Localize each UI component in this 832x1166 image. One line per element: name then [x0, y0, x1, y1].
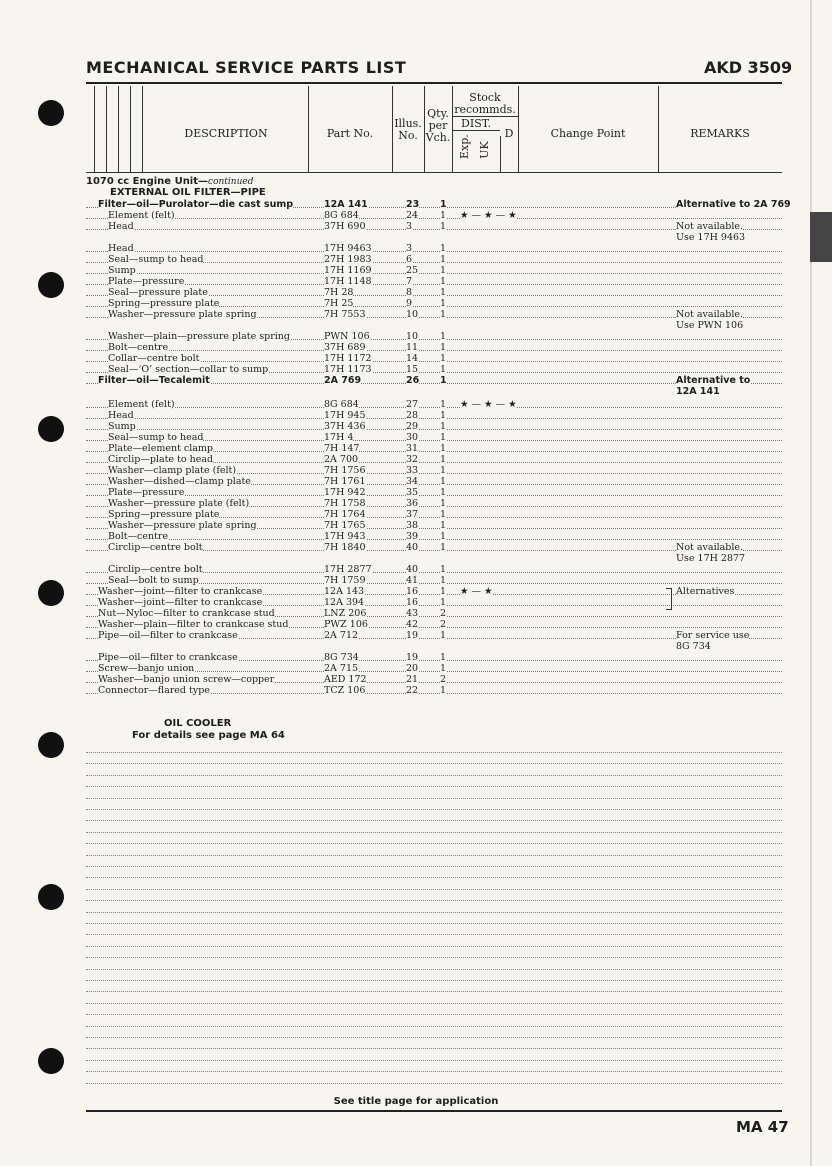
part-number: 17H 943	[324, 531, 366, 542]
table-row	[86, 199, 791, 210]
col-dist: DIST.	[461, 117, 491, 130]
part-number: PWZ 106	[324, 619, 368, 630]
part-description: Washer—plain—filter to crankcase stud	[98, 619, 289, 630]
part-description: Circlip—plate to head	[108, 454, 214, 465]
column-headers	[86, 86, 782, 172]
illus-number: 28	[406, 410, 419, 421]
part-number: 12A 394	[324, 597, 365, 608]
table-row	[86, 630, 782, 641]
blank-line	[86, 843, 782, 844]
blank-line	[86, 798, 782, 799]
qty-per-vehicle: 1	[440, 454, 447, 465]
blank-line	[86, 866, 782, 867]
illus-number: 24	[406, 210, 419, 221]
qty-per-vehicle: 1	[440, 221, 447, 232]
blank-line	[86, 912, 782, 913]
blank-line	[86, 1083, 782, 1084]
qty-per-vehicle: 1	[440, 309, 447, 320]
illus-number: 8	[406, 287, 413, 298]
part-number: 27H 1983	[324, 254, 372, 265]
table-row	[86, 287, 782, 298]
part-number: 17H 1169	[324, 265, 372, 276]
table-row	[86, 608, 782, 619]
part-description: Washer—clamp plate (felt)	[108, 465, 237, 476]
page-number: MA 47	[736, 1118, 789, 1136]
part-description: Head	[108, 243, 134, 254]
illus-number: 19	[406, 630, 419, 641]
part-number: 17H 2877	[324, 564, 372, 575]
blank-line	[86, 1026, 782, 1027]
oil-cooler-note: For details see page MA 64	[132, 730, 285, 741]
qty-per-vehicle: 1	[440, 586, 447, 597]
qty-per-vehicle: 1	[440, 353, 447, 364]
blank-line	[86, 923, 782, 924]
table-row	[86, 410, 782, 421]
qty-per-vehicle: 1	[440, 432, 447, 443]
table-row	[86, 465, 782, 476]
part-number: 7H 1765	[324, 520, 366, 531]
qty-per-vehicle: 2	[440, 674, 447, 685]
part-description: Circlip—centre bolt	[108, 564, 203, 575]
blank-line	[86, 763, 782, 764]
table-row	[86, 487, 782, 498]
part-description: Nut—Nyloc—filter to crankcase stud	[98, 608, 275, 619]
illus-number: 7	[406, 276, 413, 287]
part-description: Connector—flared type	[98, 685, 210, 696]
blank-line	[86, 980, 782, 981]
illus-number: 15	[406, 364, 419, 375]
part-description: Plate—pressure	[108, 487, 185, 498]
footer-rule	[86, 1110, 782, 1112]
part-number: 17H 1172	[324, 353, 372, 364]
qty-per-vehicle: 1	[440, 476, 447, 487]
table-row	[86, 254, 782, 265]
unit-name: 1070 cc Engine Unit	[86, 176, 199, 187]
blank-line	[86, 877, 782, 878]
part-number: LNZ 206	[324, 608, 367, 619]
part-description: Seal—sump to head	[108, 254, 204, 265]
table-row	[86, 597, 782, 608]
blank-line	[86, 889, 782, 890]
part-description: Plate—element clamp	[108, 443, 214, 454]
table-row	[86, 243, 782, 254]
part-description: Washer—pressure plate spring	[108, 309, 257, 320]
table-row	[86, 531, 782, 542]
illus-number: 11	[406, 342, 419, 353]
blank-line	[86, 946, 782, 947]
qty-per-vehicle: 1	[440, 265, 447, 276]
table-row	[86, 399, 782, 410]
page-title: MECHANICAL SERVICE PARTS LIST	[86, 58, 407, 77]
illus-number: 16	[406, 586, 419, 597]
blank-line	[86, 957, 782, 958]
part-number: 17H 1173	[324, 364, 372, 375]
part-description: Circlip—centre bolt	[108, 542, 203, 553]
part-description: Seal—‘O’ section—collar to sump	[108, 364, 269, 375]
part-description: Element (felt)	[108, 399, 175, 410]
qty-per-vehicle: 1	[440, 254, 447, 265]
part-description: Washer—banjo union screw—copper	[98, 674, 275, 685]
remarks: For service use	[676, 630, 750, 641]
part-description: Head	[108, 221, 134, 232]
table-row	[86, 586, 782, 597]
illus-number: 36	[406, 498, 419, 509]
part-description: Collar—centre bolt	[108, 353, 200, 364]
part-description: Washer—joint—filter to crankcase	[98, 586, 263, 597]
col-d: D	[504, 127, 514, 140]
remarks-continued: 12A 141	[676, 386, 720, 397]
illus-number: 9	[406, 298, 413, 309]
part-description: Bolt—centre	[108, 342, 169, 353]
part-number: 8G 684	[324, 210, 359, 221]
qty-per-vehicle: 1	[440, 364, 447, 375]
part-number: 7H 25	[324, 298, 354, 309]
part-number: 7H 1840	[324, 542, 366, 553]
part-number: 17H 4	[324, 432, 354, 443]
illus-number: 39	[406, 531, 419, 542]
qty-per-vehicle: 1	[440, 443, 447, 454]
part-description: Filter—oil—Tecalemit	[98, 375, 210, 386]
punch-hole	[38, 732, 64, 758]
punch-hole	[38, 1048, 64, 1074]
illus-number: 42	[406, 619, 419, 630]
illus-number: 27	[406, 399, 419, 410]
footer-note: See title page for application	[333, 1096, 499, 1107]
part-description: Spring—pressure plate	[108, 509, 220, 520]
filter-section-title: EXTERNAL OIL FILTER—PIPE	[110, 187, 266, 198]
blank-line	[86, 832, 782, 833]
table-row	[86, 619, 782, 630]
illus-number: 29	[406, 421, 419, 432]
table-row	[86, 432, 782, 443]
blank-line	[86, 809, 782, 810]
part-description: Washer—pressure plate spring	[108, 520, 257, 531]
illus-number: 3	[406, 221, 413, 232]
illus-number: 41	[406, 575, 419, 586]
part-number: 37H 689	[324, 342, 366, 353]
page-edge	[810, 0, 812, 1166]
table-row	[86, 663, 782, 674]
col-exp: Exp.	[458, 134, 471, 159]
qty-per-vehicle: 1	[440, 331, 447, 342]
illus-number: 37	[406, 509, 419, 520]
illus-number: 23	[406, 199, 420, 210]
remarks: Alternative to	[676, 375, 751, 386]
table-row	[86, 652, 782, 663]
part-description: Washer—plain—pressure plate spring	[108, 331, 290, 342]
remarks-continued: 8G 734	[676, 641, 711, 652]
part-description: Element (felt)	[108, 210, 175, 221]
qty-per-vehicle: 1	[440, 663, 447, 674]
part-description: Screw—banjo union	[98, 663, 195, 674]
illus-number: 20	[406, 663, 419, 674]
table-row	[86, 443, 782, 454]
col-stock: Stock recommds.	[454, 91, 516, 116]
qty-per-vehicle: 1	[440, 243, 447, 254]
illus-number: 33	[406, 465, 419, 476]
qty-per-vehicle: 1	[440, 575, 447, 586]
qty-per-vehicle: 2	[440, 608, 447, 619]
part-description: Pipe—oil—filter to crankcase	[98, 630, 238, 641]
header-bottom-rule	[86, 172, 782, 173]
illus-number: 10	[406, 309, 419, 320]
illus-number: 34	[406, 476, 419, 487]
col-remarks: REMARKS	[690, 127, 750, 140]
part-number: 2A 715	[324, 663, 359, 674]
part-number: 2A 700	[324, 454, 359, 465]
part-number: 2A 769	[324, 375, 362, 386]
col-illus: Illus. No.	[394, 117, 422, 142]
qty-per-vehicle: 1	[440, 199, 447, 210]
part-number: PWN 106	[324, 331, 370, 342]
table-row	[86, 476, 782, 487]
part-description: Seal—bolt to sump	[108, 575, 199, 586]
col-uk: UK	[478, 141, 491, 159]
part-description: Spring—pressure plate	[108, 298, 220, 309]
qty-per-vehicle: 1	[440, 597, 447, 608]
blank-line	[86, 786, 782, 787]
col-qty: Qty. per Vch.	[425, 107, 451, 144]
part-number: 12A 141	[324, 199, 368, 210]
blank-line	[86, 820, 782, 821]
illus-number: 19	[406, 652, 419, 663]
part-number: 7H 1756	[324, 465, 366, 476]
illus-number: 35	[406, 487, 419, 498]
part-number: TCZ 106	[324, 685, 366, 696]
blank-line	[86, 1048, 782, 1049]
punch-hole	[38, 272, 64, 298]
blank-line	[86, 1037, 782, 1038]
illus-number: 32	[406, 454, 419, 465]
blank-line	[86, 1014, 782, 1015]
qty-per-vehicle: 1	[440, 375, 447, 386]
qty-per-vehicle: 1	[440, 520, 447, 531]
table-row	[86, 331, 782, 342]
qty-per-vehicle: 1	[440, 564, 447, 575]
table-row	[86, 353, 782, 364]
qty-per-vehicle: 2	[440, 619, 447, 630]
col-description: DESCRIPTION	[184, 127, 268, 140]
illus-number: 16	[406, 597, 419, 608]
part-number: 37H 436	[324, 421, 366, 432]
part-description: Plate—pressure	[108, 276, 185, 287]
blank-line	[86, 752, 782, 753]
qty-per-vehicle: 1	[440, 410, 447, 421]
part-description: Filter—oil—Purolator—die cast sump	[98, 199, 294, 210]
document-ref: AKD 3509	[704, 58, 793, 77]
illus-number: 40	[406, 542, 419, 553]
table-row	[86, 454, 782, 465]
qty-per-vehicle: 1	[440, 531, 447, 542]
remarks-continued: Use 17H 2877	[676, 553, 746, 564]
illus-number: 21	[406, 674, 419, 685]
alternatives-brace	[666, 588, 672, 610]
part-description: Washer—pressure plate (felt)	[108, 498, 250, 509]
table-row	[86, 674, 782, 685]
table-row	[86, 364, 782, 375]
qty-per-vehicle: 1	[440, 487, 447, 498]
part-number: 7H 1761	[324, 476, 366, 487]
blank-line	[86, 900, 782, 901]
remarks: Not available.	[676, 309, 744, 320]
stock-recommendation: ★ — ★ — ★	[460, 399, 517, 410]
part-number: 7H 147	[324, 443, 360, 454]
qty-per-vehicle: 1	[440, 298, 447, 309]
table-row	[86, 375, 782, 386]
punch-hole	[38, 884, 64, 910]
illus-number: 26	[406, 375, 420, 386]
part-number: 17H 9463	[324, 243, 372, 254]
part-description: Pipe—oil—filter to crankcase	[98, 652, 238, 663]
table-row	[86, 575, 782, 586]
qty-per-vehicle: 1	[440, 685, 447, 696]
oil-cooler-title: OIL COOLER	[164, 718, 232, 729]
table-row	[86, 342, 782, 353]
col-change-point: Change Point	[550, 127, 626, 140]
table-row	[86, 309, 782, 320]
part-description: Sump	[108, 421, 136, 432]
punch-hole	[38, 580, 64, 606]
part-number: 7H 28	[324, 287, 354, 298]
part-number: 7H 7553	[324, 309, 366, 320]
part-description: Sump	[108, 265, 136, 276]
blank-line	[86, 969, 782, 970]
part-number: AED 172	[324, 674, 367, 685]
index-tab	[810, 212, 832, 262]
part-number: 2A 712	[324, 630, 359, 641]
remarks: Not available.	[676, 221, 744, 232]
illus-number: 3	[406, 243, 413, 254]
part-description: Bolt—centre	[108, 531, 169, 542]
illus-number: 25	[406, 265, 419, 276]
punch-hole	[38, 416, 64, 442]
part-number: 8G 684	[324, 399, 359, 410]
part-number: 7H 1764	[324, 509, 366, 520]
qty-per-vehicle: 1	[440, 399, 447, 410]
illus-number: 30	[406, 432, 419, 443]
qty-per-vehicle: 1	[440, 287, 447, 298]
qty-per-vehicle: 1	[440, 652, 447, 663]
illus-number: 10	[406, 331, 419, 342]
table-row	[86, 498, 782, 509]
qty-per-vehicle: 1	[440, 498, 447, 509]
remarks: Not available.	[676, 542, 744, 553]
blank-line	[86, 775, 782, 776]
illus-number: 6	[406, 254, 413, 265]
table-row	[86, 520, 782, 531]
qty-per-vehicle: 1	[440, 465, 447, 476]
remarks: Alternatives	[676, 586, 735, 597]
unit-continued: continued	[208, 177, 254, 187]
table-row	[86, 265, 782, 276]
punch-hole	[38, 100, 64, 126]
part-description: Seal—pressure plate	[108, 287, 208, 298]
qty-per-vehicle: 1	[440, 542, 447, 553]
part-number: 7H 1759	[324, 575, 366, 586]
part-number: 7H 1758	[324, 498, 366, 509]
part-number: 37H 690	[324, 221, 366, 232]
qty-per-vehicle: 1	[440, 276, 447, 287]
table-row	[86, 221, 782, 232]
illus-number: 31	[406, 443, 419, 454]
remarks-continued: Use PWN 106	[676, 320, 744, 331]
qty-per-vehicle: 1	[440, 421, 447, 432]
part-description: Seal—sump to head	[108, 432, 204, 443]
illus-number: 43	[406, 608, 419, 619]
table-row	[86, 542, 782, 553]
illus-number: 14	[406, 353, 419, 364]
qty-per-vehicle: 1	[440, 630, 447, 641]
part-description: Washer—joint—filter to crankcase	[98, 597, 263, 608]
part-number: 17H 945	[324, 410, 366, 421]
table-row	[86, 210, 782, 221]
blank-line	[86, 1060, 782, 1061]
remarks-continued: Use 17H 9463	[676, 232, 746, 243]
part-number: 17H 1148	[324, 276, 372, 287]
header-rule	[86, 82, 782, 84]
table-row	[86, 685, 782, 696]
table-row	[86, 298, 782, 309]
table-row	[86, 421, 782, 432]
blank-line	[86, 1003, 782, 1004]
part-number: 17H 942	[324, 487, 366, 498]
stock-recommendation: ★ — ★	[460, 586, 493, 597]
blank-line	[86, 1071, 782, 1072]
qty-per-vehicle: 1	[440, 509, 447, 520]
part-number: 12A 143	[324, 586, 365, 597]
unit-heading: 1070 cc Engine Unit—continued	[86, 176, 254, 187]
stock-recommendation: ★ — ★ — ★	[460, 210, 517, 221]
illus-number: 22	[406, 685, 419, 696]
remarks: Alternative to 2A 769	[676, 199, 791, 210]
part-number: 8G 734	[324, 652, 359, 663]
blank-line	[86, 855, 782, 856]
blank-line	[86, 934, 782, 935]
blank-line	[86, 991, 782, 992]
part-description: Washer—dished—clamp plate	[108, 476, 251, 487]
illus-number: 38	[406, 520, 419, 531]
table-row	[86, 509, 782, 520]
table-row	[86, 276, 782, 287]
table-row	[86, 564, 782, 575]
col-part-no: Part No.	[326, 127, 374, 140]
qty-per-vehicle: 1	[440, 210, 447, 221]
part-description: Head	[108, 410, 134, 421]
qty-per-vehicle: 1	[440, 342, 447, 353]
illus-number: 40	[406, 564, 419, 575]
